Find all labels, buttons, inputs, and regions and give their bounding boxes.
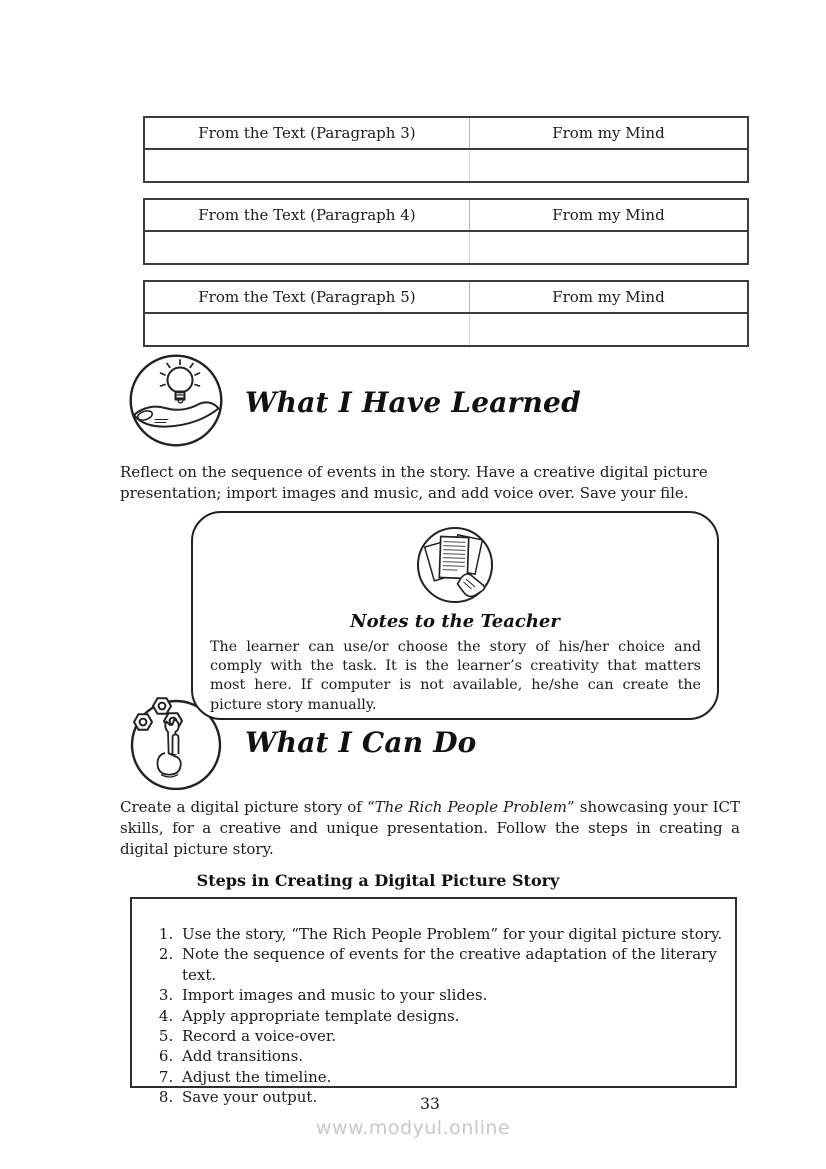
table-empty-cell <box>470 150 747 181</box>
comparison-table-paragraph-3 <box>143 116 749 183</box>
table-body-row <box>145 232 747 263</box>
hand-holding-lightbulb-icon <box>128 353 224 448</box>
table-header-from-text: From the Text (Paragraph 5) <box>145 282 470 312</box>
table-header-from-text: From the Text (Paragraph 3) <box>145 118 470 148</box>
table-empty-cell <box>145 232 470 263</box>
table-body-row <box>145 150 747 181</box>
watermark-url: www.modyul.online <box>315 1117 511 1139</box>
table-header-from-mind: From my Mind <box>552 206 665 224</box>
step-item-8: 8. Save your output. <box>178 1087 735 1107</box>
comparison-table-paragraph-4 <box>143 198 749 265</box>
notes-to-teacher-title: Notes to the Teacher <box>350 611 560 632</box>
step-item-5: 5. Record a voice-over. <box>178 1026 735 1046</box>
step-item-7: 7. Adjust the timeline. <box>178 1067 735 1087</box>
step-item-6: 6. Add transitions. <box>178 1046 735 1066</box>
step-item-1: 1. Use the story, “The Rich People Problem” for your digital picture story. <box>178 924 735 944</box>
table-header-row <box>145 118 747 150</box>
hand-holding-papers-icon <box>416 526 494 604</box>
comparison-table-paragraph-5 <box>143 280 749 347</box>
notes-to-teacher-text: The learner can use/or choose the story of his/her choice and comply with the task. It is the learner’s creativity that matters most here. If computer is not available, he/she can create the picture story manually. <box>210 639 701 713</box>
table-body-row <box>145 314 747 345</box>
story-title-italic: The Rich People Problem <box>374 798 567 816</box>
section-title-what-i-have-learned: What I Have Learned <box>245 386 581 419</box>
table-header-row <box>145 282 747 314</box>
steps-heading: Steps in Creating a Digital Picture Story <box>196 871 560 890</box>
table-header-from-text: From the Text (Paragraph 4) <box>145 200 470 230</box>
steps-list <box>132 924 735 1108</box>
step-item-3: 3. Import images and music to your slides. <box>178 985 735 1005</box>
step-item-2: 2. Note the sequence of events for the creative adaptation of the literary text. <box>178 944 735 985</box>
can-do-text-after: ” showcasing your ICT skills, for a creative and unique presentation. Follow the steps in creating a digital picture story. <box>120 798 740 858</box>
can-do-text-before: Create a digital picture story of “ <box>120 798 375 816</box>
step-item-4: 4. Apply appropriate template designs. <box>178 1006 735 1026</box>
learned-instructions-text: Reflect on the sequence of events in the story. Have a creative digital picture presentation; import images and music, and add voice over. Save your file. <box>120 463 708 502</box>
page-number: 33 <box>420 1095 440 1113</box>
section-title-what-i-can-do: What I Can Do <box>245 726 477 759</box>
table-empty-cell <box>470 232 747 263</box>
notes-to-teacher-box <box>191 511 719 720</box>
table-empty-cell <box>145 150 470 181</box>
table-header-row <box>145 200 747 232</box>
table-empty-cell <box>145 314 470 345</box>
table-header-from-mind: From my Mind <box>552 124 665 142</box>
table-header-from-mind: From my Mind <box>552 288 665 306</box>
can-do-instructions-text <box>120 797 740 859</box>
table-empty-cell <box>470 314 747 345</box>
